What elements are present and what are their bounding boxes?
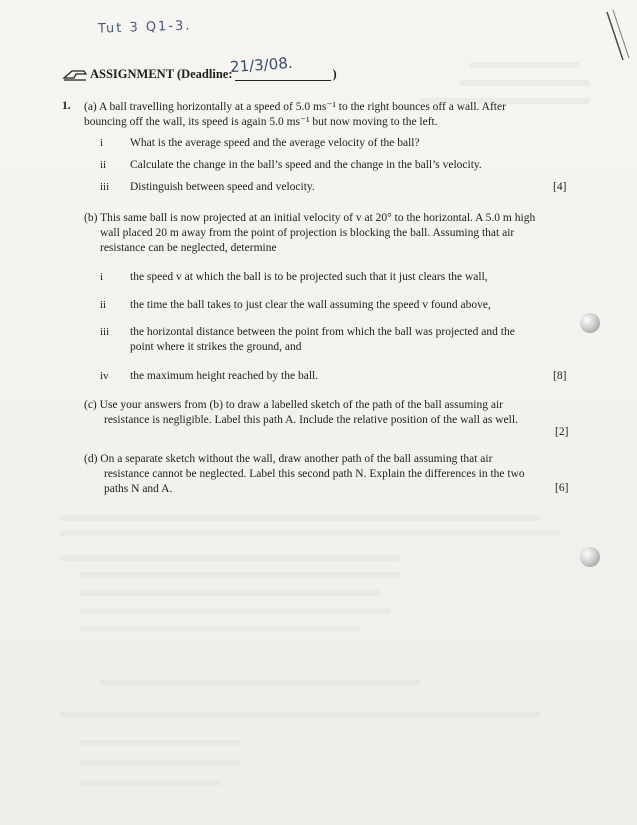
part-a-line-2: bouncing off the wall, its speed is again 5.0 ms⁻¹ but now moving to the left.	[84, 116, 438, 128]
part-b-roman: iv	[100, 370, 109, 382]
part-b-roman: ii	[100, 299, 107, 311]
part-d-marks: [6]	[555, 482, 569, 494]
part-d-line-1: (d) On a separate sketch without the wall, draw another path of the ball assuming that air	[84, 453, 493, 465]
punch-hole-icon	[580, 313, 600, 333]
part-a-item: Calculate the change in the ball’s speed and the change in the ball’s velocity.	[130, 159, 482, 171]
part-b-item: the speed v at which the ball is to be projected such that it just clears the wall,	[130, 271, 488, 283]
part-a-roman: iii	[100, 181, 110, 193]
part-b-item: the horizontal distance between the point from which the ball was projected and the	[130, 326, 515, 338]
part-d-line-2: resistance cannot be neglected. Label this second path N. Explain the differences in the two	[104, 468, 525, 480]
part-c-line-2: resistance is negligible. Label this path A. Include the relative position of the wall as well.	[104, 414, 518, 426]
part-a-line-1: (a) A ball travelling horizontally at a speed of 5.0 ms⁻¹ to the right bounces off a wall. After	[84, 101, 506, 113]
part-a-marks: [4]	[553, 181, 567, 193]
part-b-line-3: resistance can be neglected, determine	[100, 242, 277, 254]
part-c-marks: [2]	[555, 426, 569, 438]
part-b-item: the maximum height reached by the ball.	[130, 370, 319, 382]
part-a-roman: ii	[100, 159, 107, 171]
part-a-roman: i	[100, 137, 104, 149]
punch-hole-icon	[580, 547, 600, 567]
deadline-date: 21/3/08.	[229, 53, 294, 77]
pen-hand-icon	[62, 68, 88, 82]
part-b-roman: i	[100, 271, 104, 283]
part-b-line-2: wall placed 20 m away from the point of projection is blocking the ball. Assuming that air	[100, 227, 515, 239]
handwritten-note: Tut 3 Q1-3.	[97, 18, 192, 37]
part-a-item: Distinguish between speed and velocity.	[130, 181, 315, 193]
part-b-item: the time the ball takes to just clear the wall assuming the speed v found above,	[130, 299, 491, 311]
part-b-line-1: (b) This same ball is now projected at an initial velocity of v at 20° to the horizontal. A 5.0 m high	[84, 212, 536, 224]
question-number: 1.	[62, 100, 71, 112]
assignment-heading	[62, 67, 337, 82]
part-b-item-cont: point where it strikes the ground, and	[130, 341, 302, 353]
heading-label: ASSIGNMENT (Deadline:	[90, 67, 233, 81]
part-d-line-3: paths N and A.	[104, 483, 173, 495]
part-a-item: What is the average speed and the average velocity of the ball?	[130, 137, 420, 149]
heading-close: )	[332, 67, 337, 81]
staple-clip-icon	[601, 8, 631, 68]
part-b-marks: [8]	[553, 370, 567, 382]
part-c-line-1: (c) Use your answers from (b) to draw a labelled sketch of the path of the ball assuming air	[84, 399, 503, 411]
part-b-roman: iii	[100, 326, 110, 338]
